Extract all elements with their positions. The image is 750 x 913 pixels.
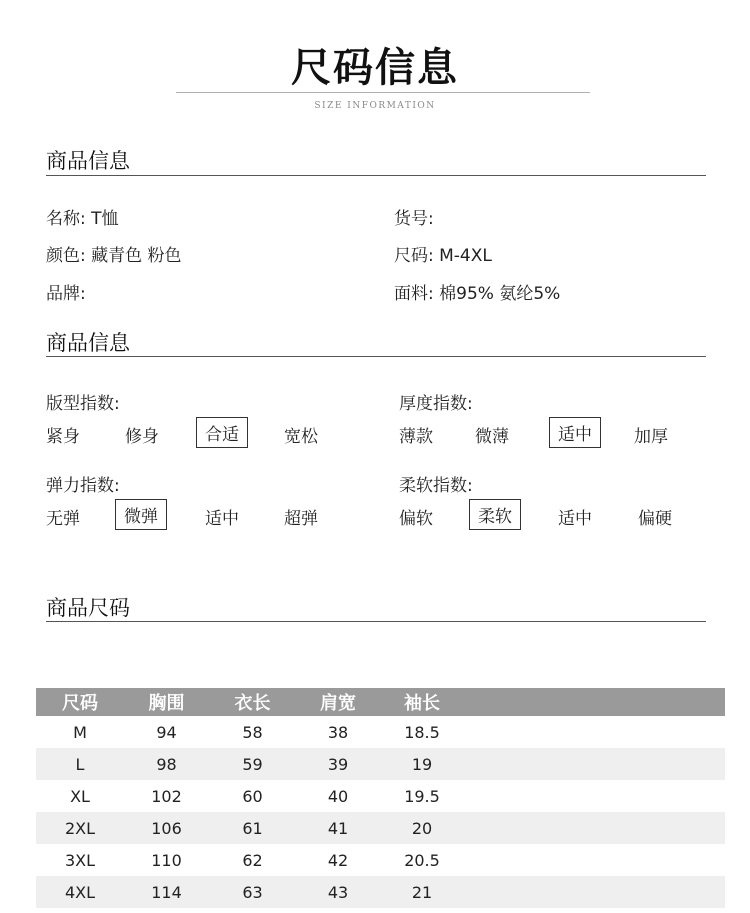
elasticity-option-super: 超弹 xyxy=(284,509,318,529)
product-info-divider xyxy=(46,175,706,176)
name-field: 名称: T恤 xyxy=(46,209,119,229)
cell-sleeve: 19 xyxy=(380,748,464,780)
cell-chest: 114 xyxy=(124,876,209,908)
column-header-shoulder: 肩宽 xyxy=(296,688,380,716)
elasticity-option-slight-selected: 微弹 xyxy=(115,499,167,530)
cell-size: M xyxy=(73,722,87,742)
table-row xyxy=(36,716,725,748)
column-header-chest: 胸围 xyxy=(124,688,209,716)
fit-index-label: 版型指数: xyxy=(46,394,120,414)
fit-option-loose: 宽松 xyxy=(284,427,318,447)
column-header-size: 尺码 xyxy=(36,688,124,716)
column-header-length: 衣长 xyxy=(209,688,296,716)
cell-length: 63 xyxy=(209,876,296,908)
table-row xyxy=(36,780,725,812)
softness-option-softish: 偏软 xyxy=(399,509,433,529)
cell-chest: 94 xyxy=(156,722,177,742)
fit-option-slim: 修身 xyxy=(125,427,159,447)
brand-field: 品牌: xyxy=(46,284,86,304)
fit-option-tight: 紧身 xyxy=(46,427,80,447)
cell-length: 58 xyxy=(242,722,263,742)
cell-sleeve: 18.5 xyxy=(404,722,440,742)
cell-shoulder: 40 xyxy=(327,786,349,806)
softness-index-label: 柔软指数: xyxy=(399,476,473,496)
softness-option-medium: 适中 xyxy=(558,509,592,529)
thickness-index-label: 厚度指数: xyxy=(399,394,473,414)
cell-size: XL xyxy=(70,786,90,806)
cell-chest: 110 xyxy=(151,850,182,870)
size-table-header xyxy=(36,688,725,716)
title-divider xyxy=(176,92,590,93)
cell-size: 4XL xyxy=(36,876,124,908)
cell-spacer xyxy=(464,780,725,812)
cell-shoulder: 39 xyxy=(296,748,380,780)
indices-divider xyxy=(46,356,706,357)
thickness-option-slightly-thin: 微薄 xyxy=(475,427,509,447)
softness-option-soft-selected: 柔软 xyxy=(469,499,521,530)
cell-sleeve: 20.5 xyxy=(404,850,440,870)
cell-spacer xyxy=(464,812,725,844)
softness-option-hard: 偏硬 xyxy=(638,509,672,529)
item-no-field: 货号: xyxy=(394,209,434,229)
page-subtitle: SIZE INFORMATION xyxy=(314,101,436,111)
cell-spacer xyxy=(464,716,725,748)
page-title: 尺码信息 xyxy=(291,45,459,91)
elasticity-option-none: 无弹 xyxy=(46,509,80,529)
cell-sleeve: 19.5 xyxy=(404,786,440,806)
cell-chest: 102 xyxy=(151,786,182,806)
thickness-option-thick: 加厚 xyxy=(634,427,668,447)
cell-length: 61 xyxy=(209,812,296,844)
cell-size: 2XL xyxy=(36,812,124,844)
table-row xyxy=(36,748,725,780)
elasticity-option-medium: 适中 xyxy=(205,509,239,529)
cell-chest: 106 xyxy=(124,812,209,844)
cell-shoulder: 38 xyxy=(327,722,349,742)
cell-chest: 98 xyxy=(124,748,209,780)
table-row xyxy=(36,876,725,908)
size-range-field: 尺码: M-4XL xyxy=(394,246,492,266)
column-header-sleeve: 袖长 xyxy=(380,688,464,716)
table-row xyxy=(36,812,725,844)
color-field: 颜色: 藏青色 粉色 xyxy=(46,246,182,266)
fabric-field: 面料: 棉95% 氨纶5% xyxy=(394,284,561,304)
cell-shoulder: 41 xyxy=(296,812,380,844)
cell-spacer xyxy=(464,876,725,908)
cell-spacer xyxy=(464,748,725,780)
product-info-heading: 商品信息 xyxy=(46,149,130,173)
thickness-option-medium-selected: 适中 xyxy=(549,417,601,448)
cell-shoulder: 43 xyxy=(296,876,380,908)
cell-shoulder: 42 xyxy=(327,850,349,870)
cell-spacer xyxy=(464,844,725,876)
thickness-option-thin: 薄款 xyxy=(399,427,433,447)
indices-heading: 商品信息 xyxy=(46,331,130,355)
cell-length: 62 xyxy=(242,850,263,870)
cell-length: 59 xyxy=(209,748,296,780)
column-header-spacer xyxy=(464,688,725,716)
cell-size: 3XL xyxy=(64,850,96,870)
cell-sleeve: 21 xyxy=(380,876,464,908)
size-chart-divider xyxy=(46,621,706,622)
size-table xyxy=(36,688,725,908)
cell-sleeve: 20 xyxy=(380,812,464,844)
cell-size: L xyxy=(36,748,124,780)
fit-option-regular-selected: 合适 xyxy=(196,417,248,448)
elasticity-index-label: 弹力指数: xyxy=(46,476,120,496)
table-row xyxy=(36,844,725,876)
size-chart-heading: 商品尺码 xyxy=(46,596,130,620)
cell-length: 60 xyxy=(242,786,263,806)
